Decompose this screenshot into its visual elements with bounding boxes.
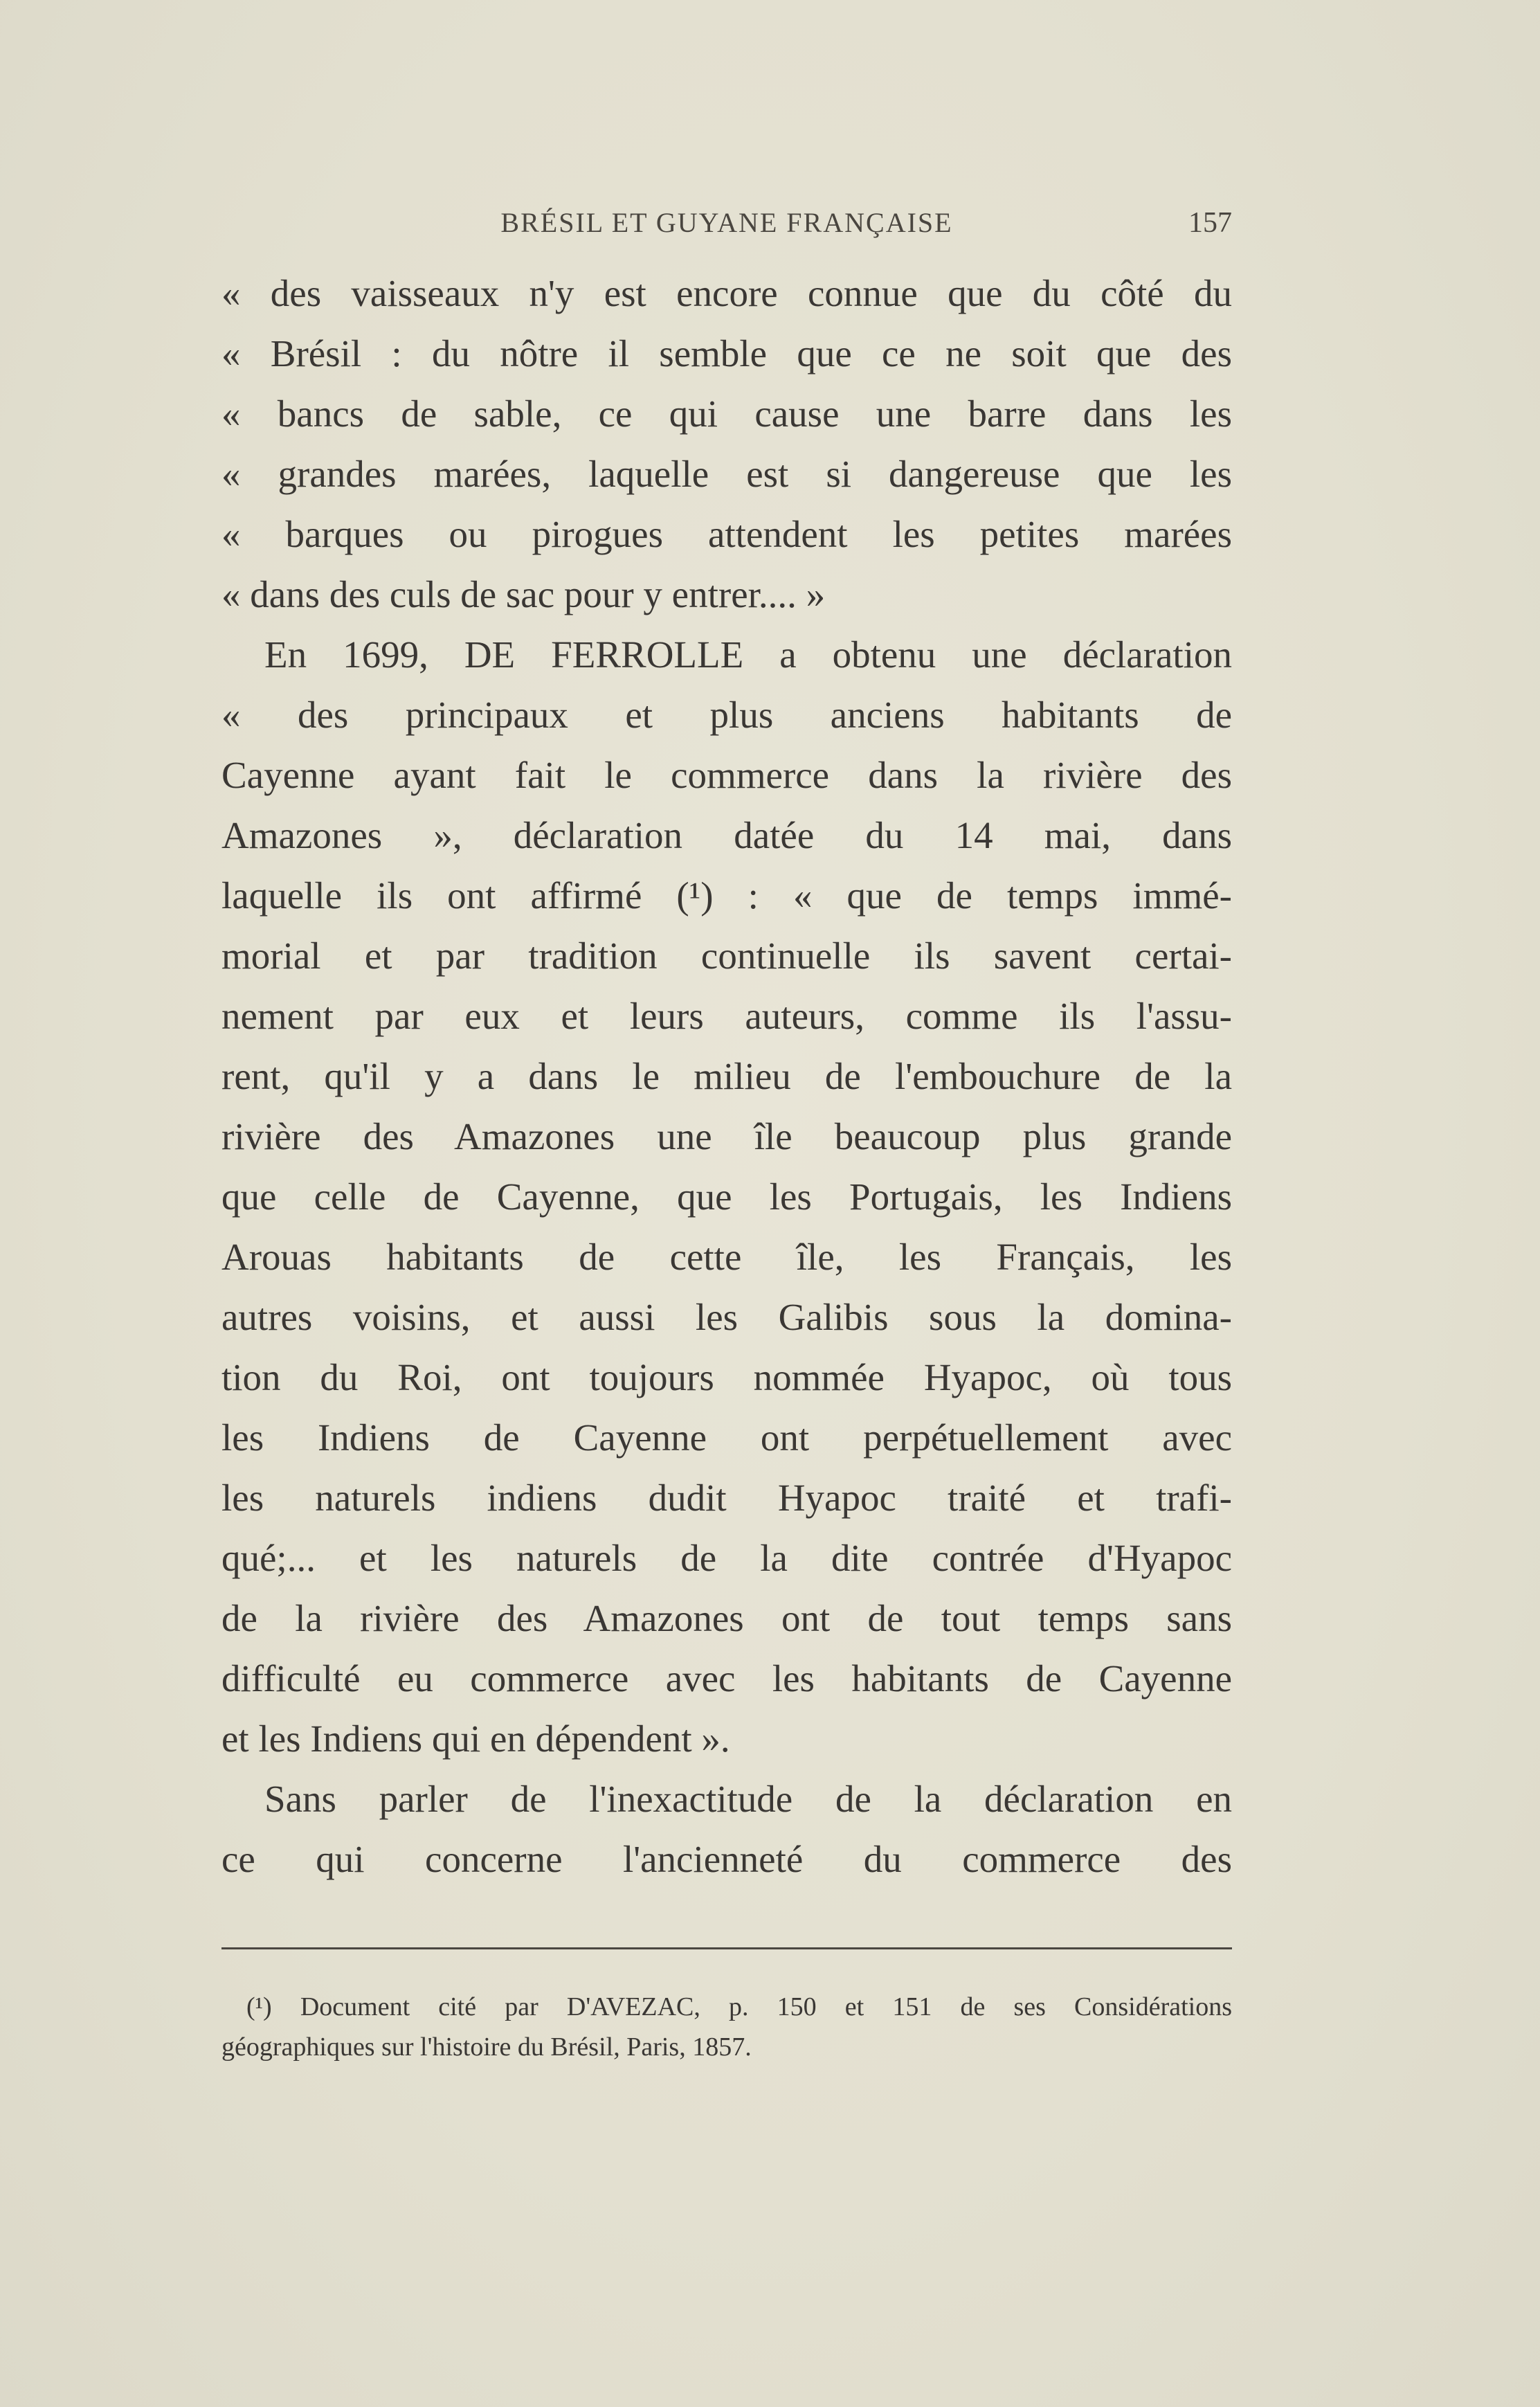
text-line: « Brésil : du nôtre il semble que ce ne soit que des	[221, 332, 1232, 375]
footnote-rule	[221, 1947, 1232, 1949]
text-line: qué;... et les naturels de la dite contrée d'Hyapoc	[221, 1537, 1232, 1579]
text-line: nement par eux et leurs auteurs, comme ils l'assu-	[221, 995, 1232, 1037]
text-line: ce qui concerne l'ancienneté du commerce des	[221, 1838, 1232, 1880]
text-line: « dans des culs de sac pour y entrer.... »	[221, 573, 826, 615]
text-line: les Indiens de Cayenne ont perpétuellement avec	[221, 1416, 1232, 1459]
text-line: rent, qu'il y a dans le milieu de l'embouchure de la	[221, 1055, 1232, 1097]
text-line: « bancs de sable, ce qui cause une barre dans les	[221, 393, 1232, 435]
text-line: et les Indiens qui en dépendent ».	[221, 1718, 730, 1760]
text-line: Sans parler de l'inexactitude de la déclaration en	[264, 1778, 1232, 1820]
text-line: autres voisins, et aussi les Galibis sous la domina-	[221, 1296, 1232, 1338]
text-line: Arouas habitants de cette île, les Français, les	[221, 1236, 1232, 1278]
text-line: « grandes marées, laquelle est si dangereuse que les	[221, 453, 1232, 495]
text-line: « barques ou pirogues attendent les petites marées	[221, 513, 1232, 555]
text-line: Amazones », déclaration datée du 14 mai, dans	[221, 814, 1232, 856]
body-text	[221, 263, 1232, 1889]
footnote-line: géographiques sur l'histoire du Brésil, Paris, 1857.	[221, 2032, 752, 2062]
running-title: BRÉSIL ET GUYANE FRANÇAISE	[500, 207, 953, 238]
text-line: « des vaisseaux n'y est encore connue que du côté du	[221, 272, 1232, 314]
text-line: rivière des Amazones une île beaucoup plus grande	[221, 1115, 1232, 1157]
text-line: morial et par tradition continuelle ils savent certai-	[221, 935, 1232, 977]
running-header	[221, 206, 1232, 248]
page-number: 157	[1188, 207, 1232, 239]
footnote	[221, 1987, 1232, 2067]
text-line: que celle de Cayenne, que les Portugais, les Indiens	[221, 1175, 1232, 1218]
text-line: de la rivière des Amazones ont de tout temps sans	[221, 1597, 1232, 1639]
text-line: « des principaux et plus anciens habitants de	[221, 694, 1232, 736]
text-line: En 1699, DE FERROLLE a obtenu une déclaration	[264, 633, 1232, 676]
text-line: laquelle ils ont affirmé (¹) : « que de temps immé-	[221, 874, 1232, 917]
text-line: les naturels indiens dudit Hyapoc traité et trafi-	[221, 1477, 1232, 1519]
footnote-line: (¹) Document cité par D'AVEZAC, p. 150 et 151 de ses Considérations	[246, 1992, 1232, 2021]
text-line: Cayenne ayant fait le commerce dans la rivière des	[221, 754, 1232, 796]
text-line: tion du Roi, ont toujours nommée Hyapoc, où tous	[221, 1356, 1232, 1398]
text-line: difficulté eu commerce avec les habitants de Cayenne	[221, 1657, 1232, 1700]
